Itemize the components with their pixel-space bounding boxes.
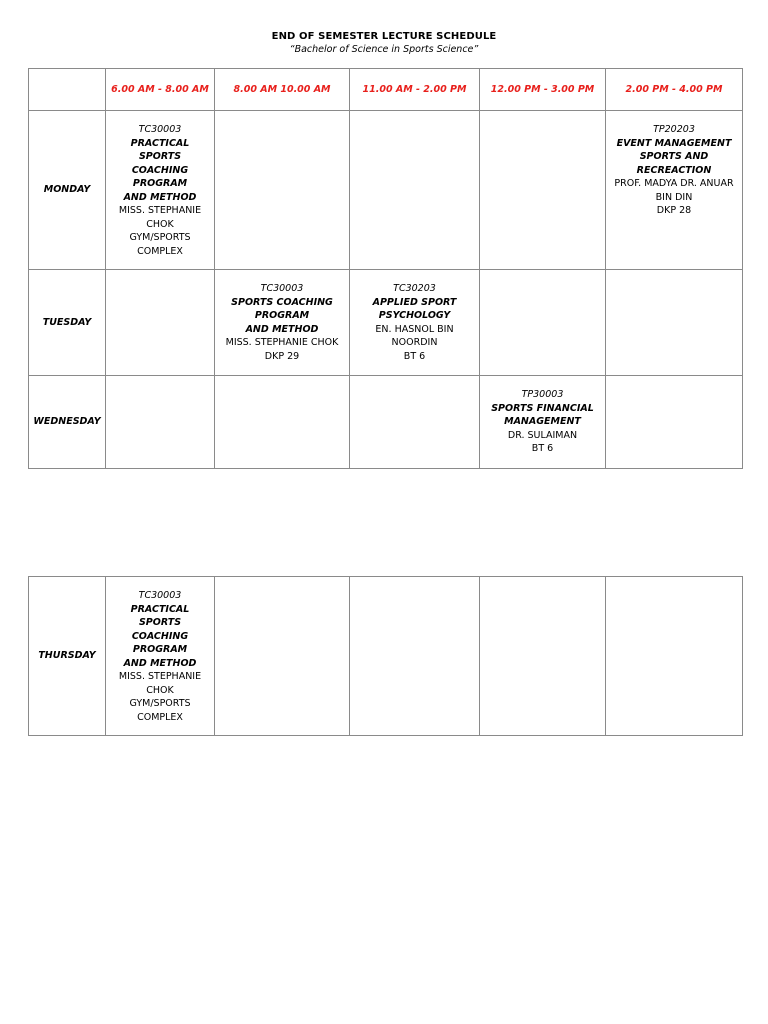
course-name-line: PROGRAM	[132, 178, 188, 189]
course-name-line: SPORTS COACHING	[231, 296, 333, 308]
course-name-line: SPORTS	[138, 151, 182, 162]
schedule-subtitle: “Bachelor of Science in Sports Science”	[289, 44, 479, 55]
course-code: TP30003	[521, 389, 564, 400]
course-name-line: AND METHOD	[123, 657, 197, 669]
empty-cell	[350, 577, 480, 736]
course-name-line: APPLIED SPORT	[372, 296, 457, 308]
room-name: BT 6	[403, 350, 426, 362]
course-name-line: AND METHOD	[245, 323, 319, 335]
day-row-wednesday	[29, 376, 743, 469]
course-name-line: PRACTICAL	[130, 603, 190, 615]
schedule-table-main	[28, 68, 743, 469]
course-code: TP20203	[653, 124, 695, 135]
empty-cell	[215, 111, 350, 270]
class-cell	[106, 111, 215, 270]
course-code: TC30003	[138, 590, 182, 601]
room-name: BT 6	[531, 443, 554, 454]
time-slot-header: 6.00 AM - 8.00 AM	[106, 69, 215, 111]
empty-cell	[606, 577, 743, 736]
empty-cell	[606, 270, 743, 376]
empty-cell	[480, 577, 606, 736]
day-row-thursday	[29, 577, 743, 736]
empty-cell	[106, 270, 215, 376]
class-cell	[106, 577, 215, 736]
corner-cell	[29, 69, 106, 111]
course-code: TC30003	[260, 283, 304, 294]
lecturer-name: MISS. STEPHANIE CHOK	[225, 337, 339, 348]
class-cell	[480, 376, 606, 469]
time-slot-header: 11.00 AM - 2.00 PM	[350, 69, 480, 111]
empty-cell	[606, 376, 743, 469]
course-name-line: PROGRAM	[254, 310, 310, 321]
course-name-line: RECREACTION	[636, 164, 712, 176]
lecturer-name: MISS. STEPHANIE CHOK	[118, 671, 202, 696]
lecturer-name: MISS. STEPHANIE CHOK	[118, 205, 202, 230]
course-code: TC30203	[393, 283, 436, 294]
empty-cell	[106, 376, 215, 469]
schedule-table-continued	[28, 576, 743, 736]
room-name: DKP 28	[656, 205, 692, 216]
course-name-line: AND METHOD	[123, 191, 197, 203]
course-code: TC30003	[138, 124, 182, 135]
class-cell	[215, 270, 350, 376]
class-cell	[350, 270, 480, 376]
day-label: MONDAY	[29, 111, 106, 270]
empty-cell	[215, 376, 350, 469]
lecturer-name: DR. SULAIMAN	[507, 429, 578, 441]
time-slot-header: 8.00 AM 10.00 AM	[215, 69, 350, 111]
course-name-line: SPORTS FINANCIAL	[491, 402, 594, 414]
course-name-line: SPORTS AND	[639, 151, 709, 162]
empty-cell	[480, 270, 606, 376]
lecturer-name: PROF. MADYA DR. ANUAR BIN DIN	[614, 178, 734, 203]
course-name-line: EVENT MANAGEMENT	[616, 137, 732, 149]
course-name-line: COACHING	[131, 630, 189, 642]
room-name: GYM/SPORTS COMPLEX	[129, 232, 191, 257]
class-cell	[606, 111, 743, 270]
empty-cell	[350, 111, 480, 270]
day-row-tuesday	[29, 270, 743, 376]
schedule-title: END OF SEMESTER LECTURE SCHEDULE	[271, 31, 497, 42]
empty-cell	[215, 577, 350, 736]
course-name-line: COACHING	[131, 164, 189, 176]
time-slot-header: 12.00 PM - 3.00 PM	[480, 69, 606, 111]
time-header-row	[29, 69, 743, 111]
room-name: GYM/SPORTS COMPLEX	[129, 698, 191, 723]
course-name-line: MANAGEMENT	[504, 416, 581, 427]
course-name-line: PRACTICAL	[130, 137, 190, 149]
day-label: THURSDAY	[29, 577, 106, 736]
lecturer-name: EN. HASNOL BIN NOORDIN	[375, 323, 454, 348]
empty-cell	[480, 111, 606, 270]
course-name-line: PSYCHOLOGY	[378, 310, 451, 321]
course-name-line: SPORTS	[138, 617, 182, 628]
time-slot-header: 2.00 PM - 4.00 PM	[606, 69, 743, 111]
course-name-line: PROGRAM	[132, 644, 188, 655]
day-row-monday	[29, 111, 743, 270]
room-name: DKP 29	[264, 350, 300, 362]
day-label: TUESDAY	[29, 270, 106, 376]
day-label: WEDNESDAY	[29, 376, 106, 469]
empty-cell	[350, 376, 480, 469]
